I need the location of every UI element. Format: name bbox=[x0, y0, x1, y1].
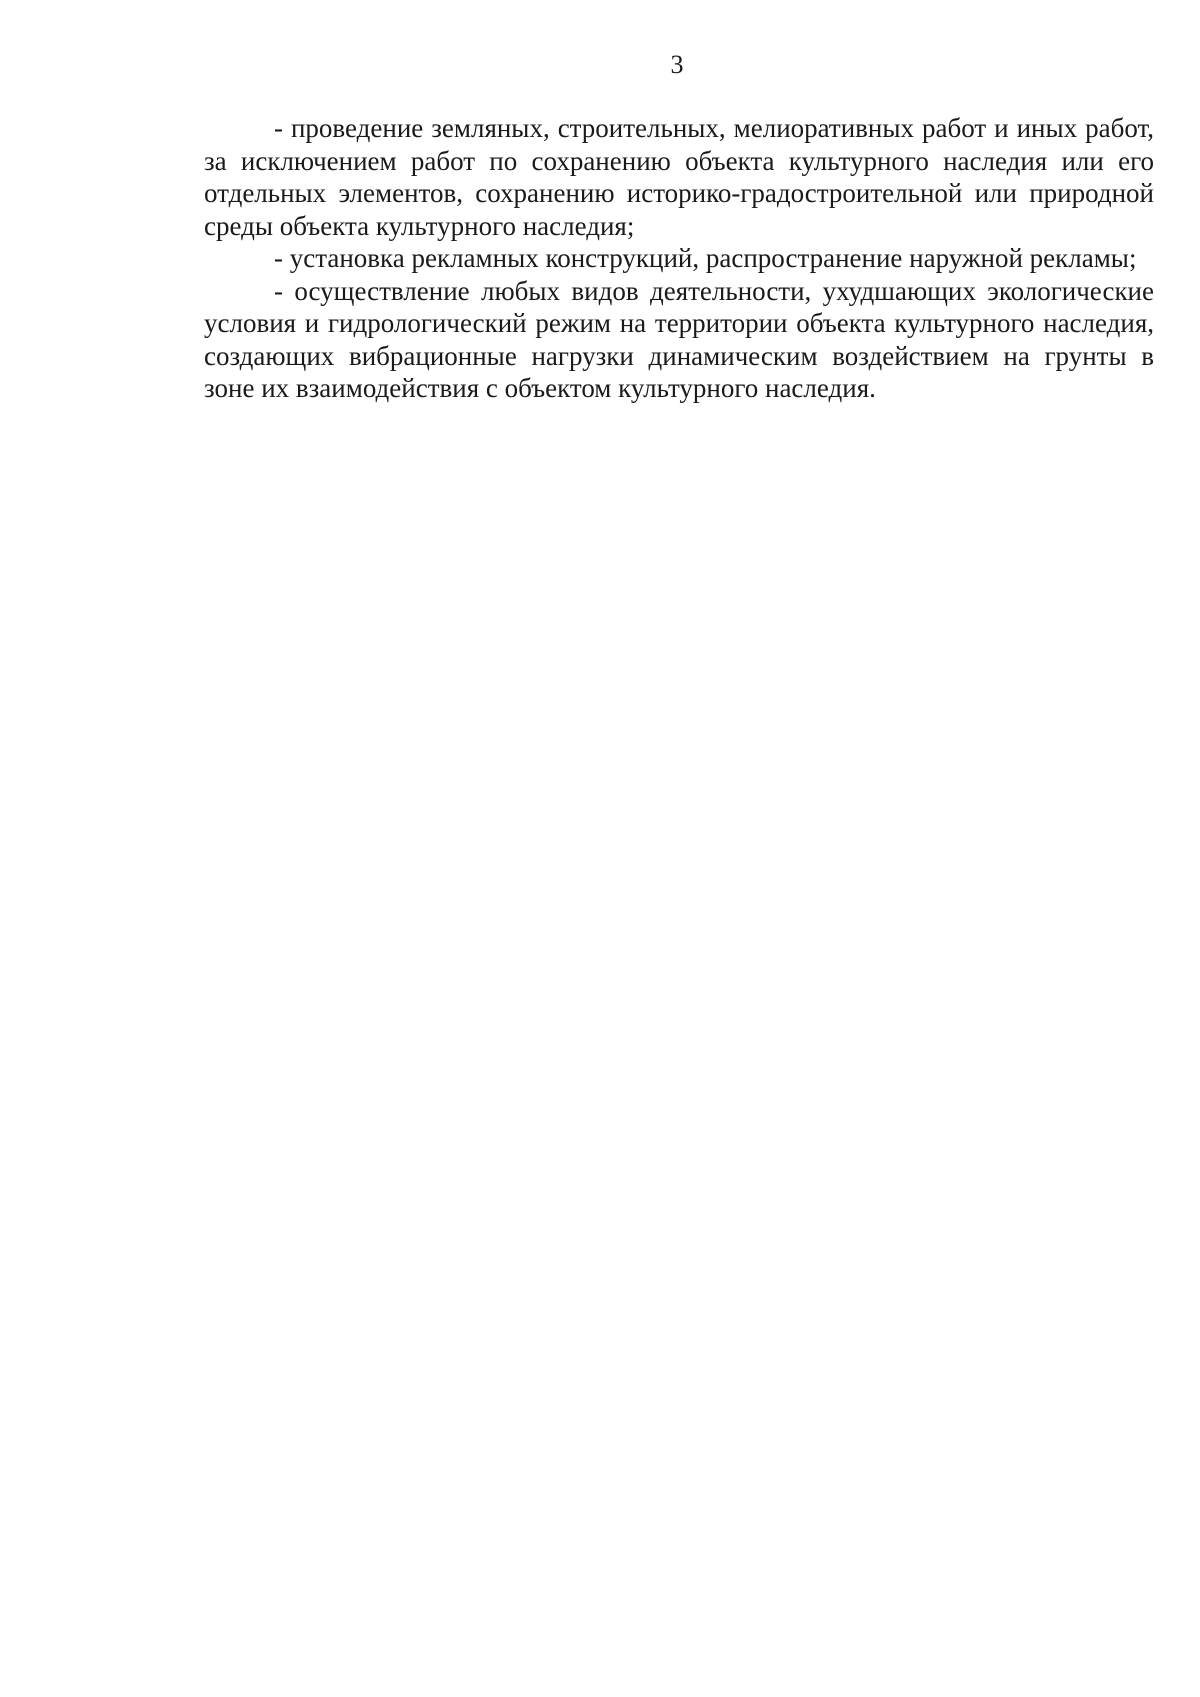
restrictions-list bbox=[204, 112, 1154, 405]
restriction-item-advertising: - установка рекламных конструкций, распространение наружной рекламы; bbox=[274, 243, 1137, 273]
restriction-item-activities: - осуществление любых видов деятельности, ухудшающих экологические условия и гидрологический режим на территории объекта культурного наследия, создающих вибрационные нагрузки динамическим воздействием на грунты в зоне их взаимодействия с объектом культурного наследия. bbox=[204, 275, 1154, 403]
page-number: 3 bbox=[670, 50, 684, 79]
restriction-item-earthworks: - проведение земляных, строительных, мелиоративных работ и иных работ, за исключением работ по сохранению объекта культурного наследия или его отдельных элементов, сохранению историко-градостроительной или природной среды объекта культурного наследия; bbox=[204, 113, 1154, 241]
